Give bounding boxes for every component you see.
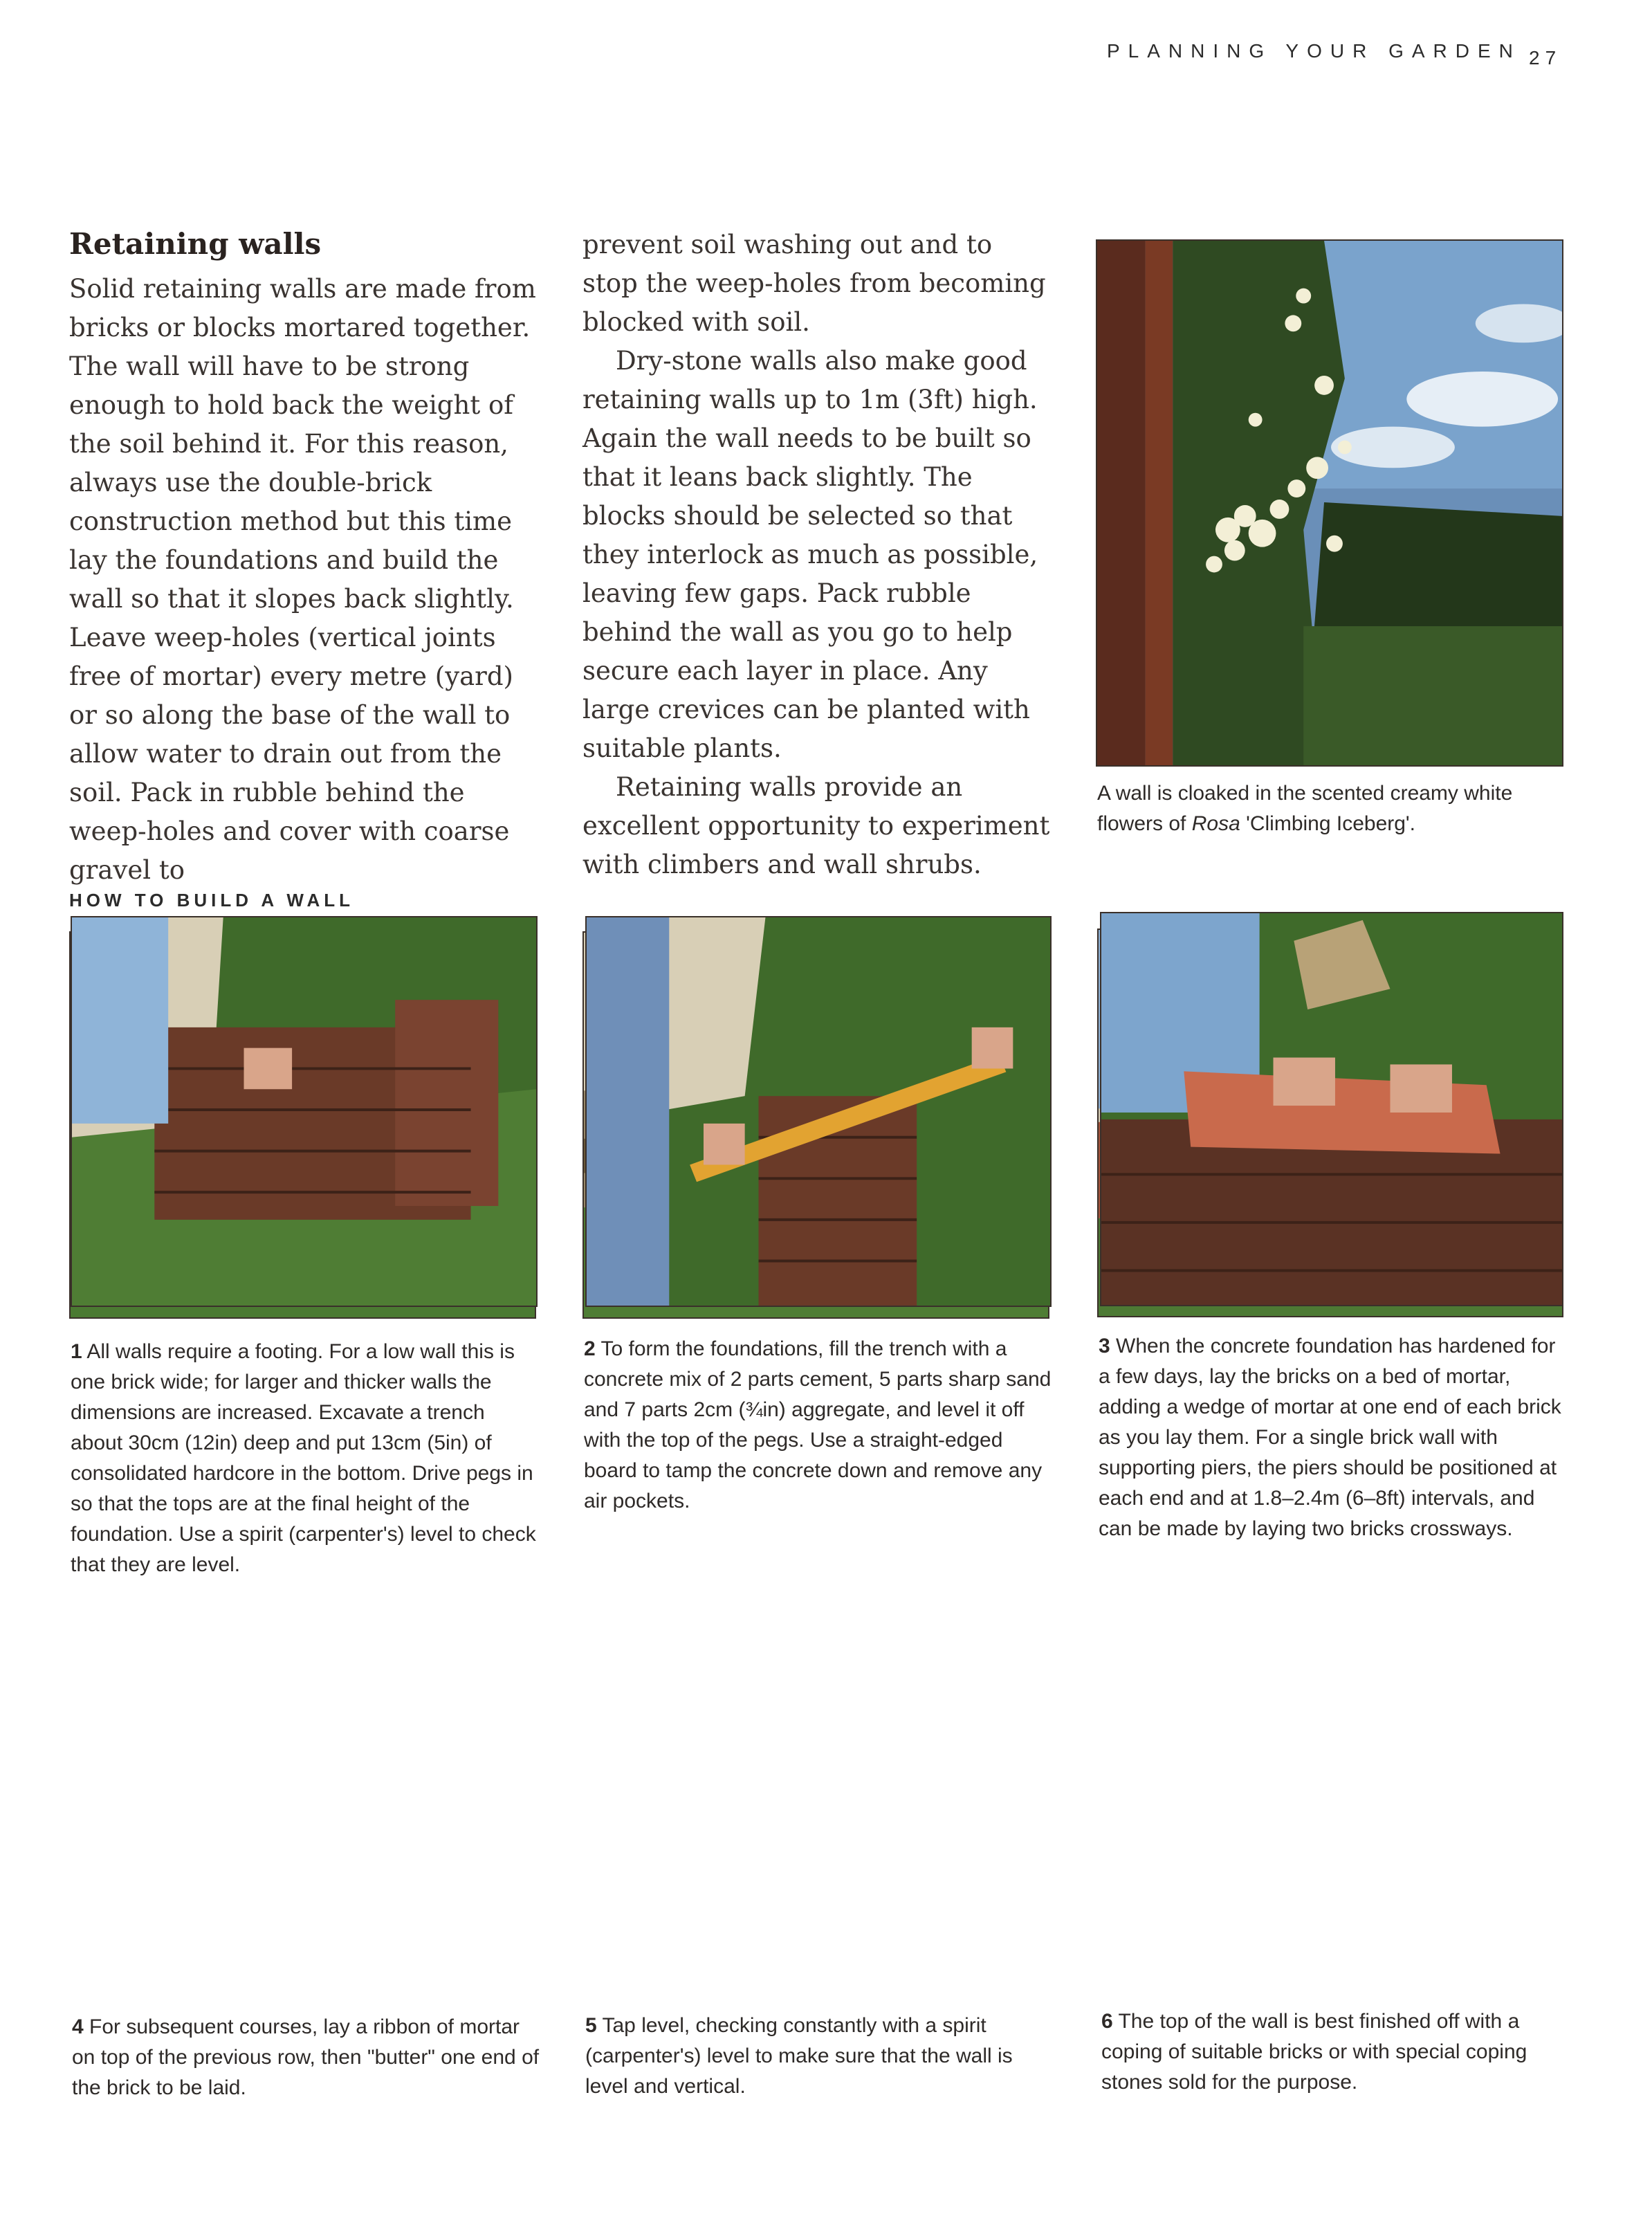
step-number: 5 [585,2014,597,2037]
body-column-2 [582,226,1053,884]
step-4-caption: 4 For subsequent courses, lay a ribbon of mortar on top of the previous row, then "butter" one end of the brick to be laid. [72,2015,540,2099]
step-5-photo [585,916,1052,1307]
step-number: 4 [72,2015,84,2038]
body-paragraph: prevent soil washing out and to stop the weep-holes from becoming blocked with soil. [582,230,1046,337]
article-heading: Retaining walls [69,227,322,261]
body-paragraph: Dry-stone walls also make good retaining walls up to 1m (3ft) high. Again the wall needs to be built so that it leans back slightly. The blocks should be selected so that they interlock as much as possible, leaving few gaps. Pack rubble behind the wall as you go to help secure each layer in place. Any large crevices can be planted with suitable plants. [582,346,1038,763]
step-3-caption: 3 When the concrete foundation has hardened for a few days, lay the bricks on a bed of mortar, adding a wedge of mortar at one end of each brick as you lay them. For a single brick wall with supporting piers, the piers should be positioned at each end and at 1.8–2.4m (6–8ft) intervals, and can be made by laying two bricks crossways. [1099,1335,1561,1540]
step-number: 1 [71,1340,82,1363]
rose-wall-photo [1096,239,1563,767]
body-column-1 [69,270,540,890]
step-5-caption: 5 Tap level, checking constantly with a spirit (carpenter's) level to make sure that the wall is level and vertical. [585,2014,1013,2098]
step-2-caption: 2 To form the foundations, fill the trench with a concrete mix of 2 parts cement, 5 parts sharp sand and 7 parts 2cm (¾in) aggregate, and level it off with the top of the pegs. Use a straight-edged board to tamp the concrete down and remove any air pockets. [584,1337,1052,1512]
step-number: 2 [584,1337,596,1360]
step-6-photo [1100,912,1563,1306]
step-1-caption: 1 All walls require a footing. For a low wall this is one brick wide; for larger and thicker walls the dimensions are increased. Excavate a trench about 30cm (12in) deep and put 13cm (5in) of consolidated hardcore in the bottom. Drive pegs in so that the tops are at the final height of the foundation. Use a spirit (carpenter's) level to check that they are level. [71,1340,536,1576]
main-photo-caption: A wall is cloaked in the scented creamy white flowers of Rosa 'Climbing Iceberg'. [1097,782,1513,835]
body-paragraph: Solid retaining walls are made from bricks or blocks mortared together. The wall will have to be strong enough to hold back the weight of the soil behind it. For this reason, always use the double-brick construction method but this time lay the foundations and build the wall so that it slopes back slightly. Leave weep-holes (vertical joints free of mortar) every metre (yard) or so along the base of the wall to allow water to drain out from the soil. Pack in rubble behind the weep-holes and cover with coarse gravel to [69,274,536,885]
step-6-caption: 6 The top of the wall is best finished off with a coping of suitable bricks or with special coping stones sold for the purpose. [1101,2010,1527,2094]
section-title: PLANNING YOUR GARDEN [1107,40,1521,62]
page-number: 27 [1529,47,1562,68]
step-number: 6 [1101,2010,1113,2033]
body-paragraph: Retaining walls provide an excellent opportunity to experiment with climbers and wall shrubs. [582,772,1050,879]
step-4-photo [71,916,538,1307]
running-header [1079,40,1577,75]
plant-genus: Rosa [1191,812,1240,835]
step-number: 3 [1099,1335,1110,1357]
how-to-heading: HOW TO BUILD A WALL [69,890,354,911]
